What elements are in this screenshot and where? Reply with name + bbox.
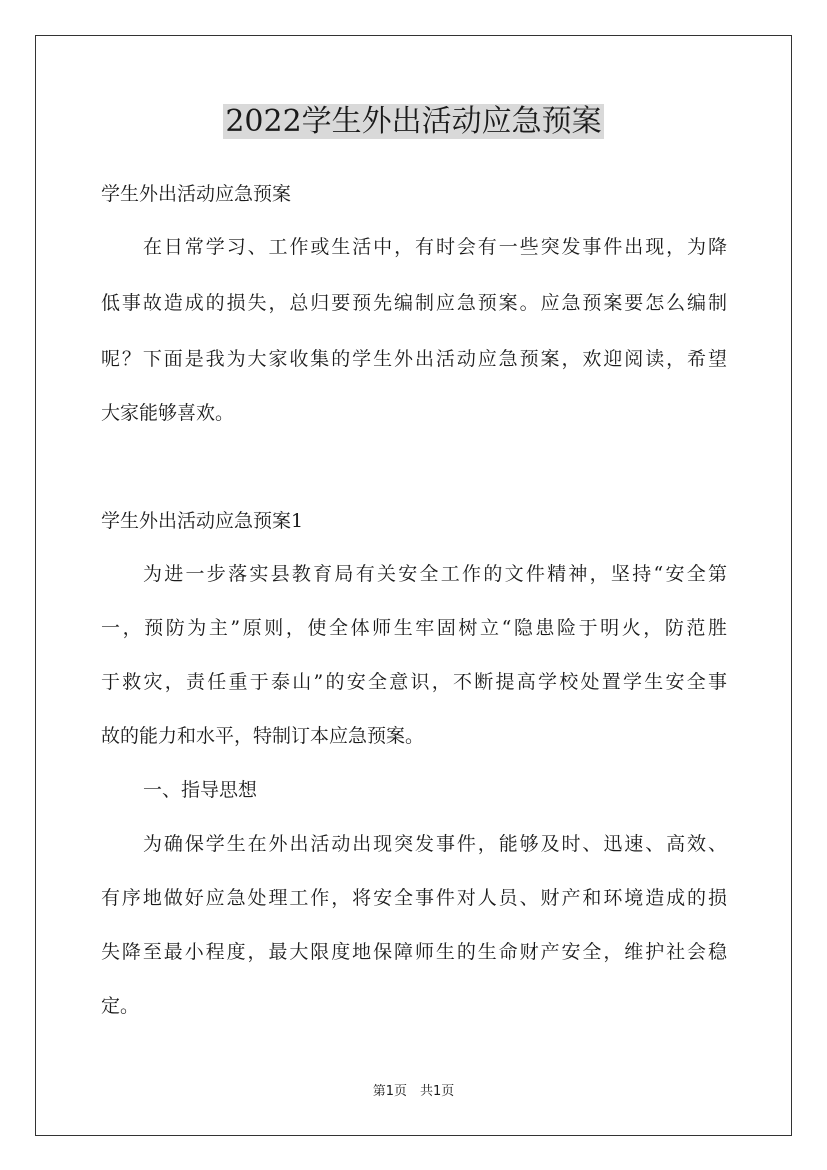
section-title: 学生外出活动应急预案1: [101, 510, 304, 532]
guiding-line-2: 有序地做好应急处理工作，将安全事件对人员、财产和环境造成的损: [101, 887, 727, 909]
intro-line-2: 低事故造成的损失，总归要预先编制应急预案。应急预案要怎么编制: [101, 292, 727, 314]
intro-line-1: 在日常学习、工作或生活中，有时会有一些突发事件出现，为降: [143, 236, 727, 258]
intro-line-4: 大家能够喜欢。: [101, 402, 235, 424]
page-footer: 第1页 共1页: [372, 1084, 455, 1099]
heading-guiding-thought: 一、指导思想: [143, 779, 258, 801]
guiding-line-3: 失降至最小程度，最大限度地保障师生的生命财产安全，维护社会稳: [101, 941, 727, 963]
section-line-1: 为进一步落实县教育局有关安全工作的文件精神，坚持“安全第: [143, 563, 727, 585]
section-line-4: 故的能力和水平，特制订本应急预案。: [101, 725, 425, 747]
guiding-line-4: 定。: [101, 995, 140, 1017]
document-subtitle: 学生外出活动应急预案: [101, 183, 292, 205]
guiding-line-1: 为确保学生在外出活动出现突发事件，能够及时、迅速、高效、: [143, 833, 727, 855]
intro-line-3: 呢？下面是我为大家收集的学生外出活动应急预案，欢迎阅读，希望: [101, 348, 727, 370]
section-line-3: 于救灾，责任重于泰山”的安全意识，不断提高学校处置学生安全事: [101, 671, 727, 693]
document-title: [0, 100, 827, 144]
section-line-2: 一，预防为主”原则，使全体师生牢固树立“隐患险于明火，防范胜: [101, 617, 727, 639]
document-title-text: 2022学生外出活动应急预案: [225, 104, 602, 139]
